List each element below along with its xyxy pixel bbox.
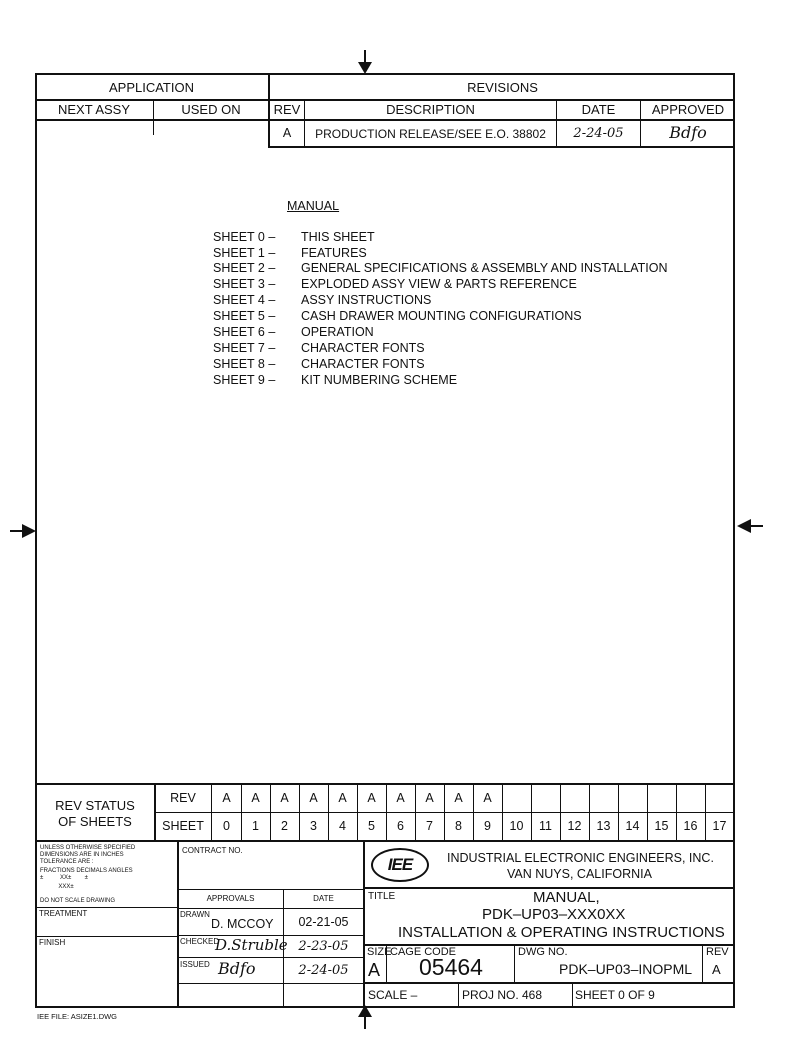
rev-status-rev-cell: A — [367, 791, 376, 806]
revision-approved-signature: Bdfo — [669, 122, 707, 142]
rev-status-sheet-cell: 12 — [567, 819, 582, 834]
right-center-arrow-icon — [735, 516, 763, 536]
rev-status-sheet-cell: 2 — [281, 819, 288, 834]
title-line-2: PDK–UP03–XXX0XX — [482, 906, 626, 923]
checked-date: 2-23-05 — [298, 939, 349, 954]
application-header: APPLICATION — [108, 79, 194, 95]
rev-status-sheet-cell: 10 — [509, 819, 524, 834]
rev-status-sheet-cell: 5 — [368, 819, 375, 834]
of-sheets-label: OF SHEETS — [58, 813, 132, 829]
date-column-label: DATE — [581, 102, 616, 117]
issued-by-signature: Bdfo — [218, 959, 256, 978]
list-item: SHEET 6 – OPERATION — [213, 325, 374, 339]
rev-status-sheet-cell: 6 — [397, 819, 404, 834]
rev-status-label: REV STATUS — [55, 797, 135, 813]
company-name: INDUSTRIAL ELECTRONIC ENGINEERS, INC. — [447, 851, 714, 865]
title-line-1: MANUAL, — [533, 889, 600, 906]
rev-status-rev-cell: A — [425, 791, 434, 806]
list-item: SHEET 9 – KIT NUMBERING SCHEME — [213, 373, 458, 387]
drawn-date: 02-21-05 — [298, 914, 349, 929]
rev-status-sheet-cell: 14 — [625, 819, 640, 834]
do-not-scale-note: DO NOT SCALE DRAWING — [40, 898, 116, 904]
finish-label: FINISH — [39, 938, 66, 947]
checked-label: CHECKED — [180, 937, 220, 946]
list-item: SHEET 1 – FEATURES — [213, 246, 367, 260]
treatment-label: TREATMENT — [39, 909, 88, 918]
next-assy-label: NEXT ASSY — [57, 102, 130, 117]
rev-status-sheet-cell: 7 — [426, 819, 433, 834]
left-center-arrow-icon — [10, 521, 38, 541]
size-label: SIZE — [367, 946, 392, 958]
rev-status-rev-cell: A — [483, 791, 492, 806]
rev-status-rev-cell — [676, 785, 705, 812]
rev-status-rev-cell — [647, 785, 676, 812]
revision-date: 2-24-05 — [573, 126, 624, 141]
rev-status-sheet-cell: 13 — [596, 819, 611, 834]
iee-logo — [371, 848, 429, 882]
list-item: SHEET 2 – GENERAL SPECIFICATIONS & ASSEMBLY AND INSTALLATION — [213, 261, 668, 275]
tolerance-line: FRACTIONS DECIMALS ANGLES — [40, 868, 133, 874]
cage-code-label: CAGE CODE — [390, 946, 457, 958]
approvals-label: APPROVALS — [206, 894, 255, 903]
rev-status-rev-cell: A — [280, 791, 289, 806]
contract-no-label: CONTRACT NO. — [182, 846, 243, 855]
rev-status-sheet-cell: 4 — [339, 819, 346, 834]
list-item: SHEET 7 – CHARACTER FONTS — [213, 341, 425, 355]
approved-column-label: APPROVED — [651, 102, 725, 117]
issued-date: 2-24-05 — [298, 963, 349, 978]
drawn-label: DRAWN — [180, 910, 210, 919]
tolerance-line: UNLESS OTHERWISE SPECIFIED — [40, 845, 136, 851]
list-item: SHEET 3 – EXPLODED ASSY VIEW & PARTS REFERENCE — [213, 277, 577, 291]
sheet-row-label: SHEET — [162, 819, 204, 834]
list-item: SHEET 8 – CHARACTER FONTS — [213, 357, 425, 371]
revision-rev: A — [282, 126, 292, 141]
list-item: SHEET 5 – CASH DRAWER MOUNTING CONFIGURATIONS — [213, 309, 582, 323]
rev-status-rev-cell — [705, 785, 734, 812]
title-line-3: INSTALLATION & OPERATING INSTRUCTIONS — [398, 924, 725, 941]
rev-status-sheet-cell: 9 — [484, 819, 491, 834]
cage-code-value: 05464 — [419, 954, 483, 980]
rev-value: A — [712, 962, 721, 977]
dwg-no-label: DWG NO. — [518, 946, 568, 958]
title-label: TITLE — [368, 891, 396, 902]
tolerance-line: DIMENSIONS ARE IN INCHES — [40, 852, 124, 858]
used-on-label: USED ON — [181, 102, 241, 117]
rev-status-sheet-cell: 1 — [252, 819, 259, 834]
rev-status-rev-cell: A — [454, 791, 463, 806]
tolerance-line: XXX± — [40, 884, 74, 890]
rev-status-sheet-cell: 0 — [223, 819, 230, 834]
rev-status-sheet-cell: 8 — [455, 819, 462, 834]
rev-status-sheet-cell: 17 — [712, 819, 727, 834]
tolerance-line: ± XX± ± — [40, 875, 88, 881]
rev-status-rev-cell: A — [338, 791, 347, 806]
rev-status-rev-cell — [589, 785, 618, 812]
rev-status-rev-cell: A — [309, 791, 318, 806]
description-column-label: DESCRIPTION — [386, 102, 475, 117]
checked-by-signature: D.Struble — [215, 936, 288, 954]
rev-status-sheet-cell: 15 — [654, 819, 669, 834]
rev-status-rev-cell — [531, 785, 560, 812]
revisions-header: REVISIONS — [467, 79, 538, 95]
revision-description: PRODUCTION RELEASE/SEE E.O. 38802 — [315, 126, 546, 141]
issued-label: ISSUED — [180, 960, 210, 969]
rev-status-sheet-cell: 11 — [539, 819, 552, 834]
proj-no-text: PROJ NO. 468 — [462, 988, 543, 1002]
rev-status-rev-cell: A — [222, 791, 231, 806]
tolerance-line: TOLERANCE ARE : — [40, 859, 94, 865]
rev-status-rev-cell — [618, 785, 647, 812]
rev-status-sheet-cell: 3 — [310, 819, 317, 834]
rev-label: REV — [706, 946, 729, 958]
list-item: SHEET 0 – THIS SHEET — [213, 230, 375, 244]
rev-status-rev-cell — [502, 785, 531, 812]
size-value: A — [368, 960, 381, 980]
file-name: IEE FILE: ASIZE1.DWG — [37, 1012, 118, 1021]
list-item: SHEET 4 – ASSY INSTRUCTIONS — [213, 293, 432, 307]
rev-row-label: REV — [170, 791, 196, 806]
company-location: VAN NUYS, CALIFORNIA — [507, 867, 652, 881]
rev-status-rev-cell: A — [396, 791, 405, 806]
dwg-no-value: PDK–UP03–INOPML — [559, 961, 693, 977]
logo-text: IEE — [387, 855, 413, 874]
rev-status-rev-cell — [560, 785, 589, 812]
scale-text: SCALE – — [368, 988, 418, 1002]
rev-status-sheet-cell: 16 — [683, 819, 698, 834]
manual-heading: MANUAL — [287, 199, 340, 213]
rev-column-label: REV — [273, 102, 301, 117]
drawn-by: D. MCCOY — [211, 917, 274, 931]
rev-status-rev-cell: A — [251, 791, 260, 806]
sheet-number-text: SHEET 0 OF 9 — [575, 988, 655, 1002]
approvals-date-label: DATE — [313, 894, 334, 903]
